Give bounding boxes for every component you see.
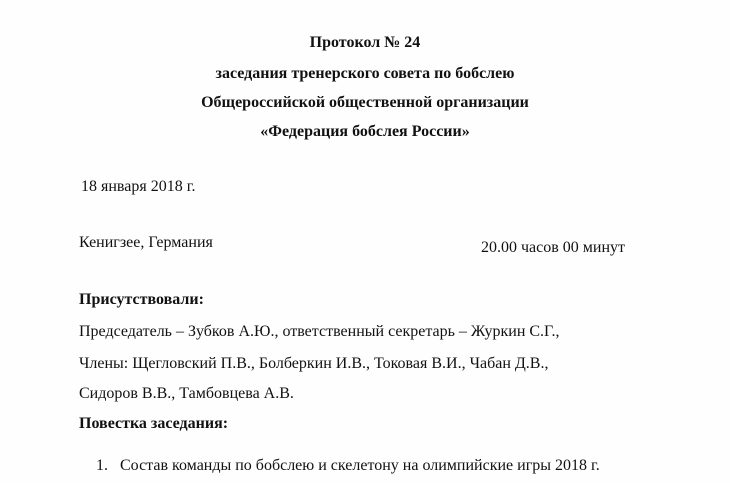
attendance-heading: Присутствовали: xyxy=(79,291,204,308)
document-subtitle-1: заседания тренерского совета по бобслею xyxy=(215,65,515,82)
document-title: Протокол № 24 xyxy=(309,34,421,51)
agenda-item-number: 1. xyxy=(96,457,108,474)
agenda-item-text: Состав команды по бобслею и скелетону на олимпийские игры 2018 г. xyxy=(120,457,600,474)
attendance-line-2: Члены: Щегловский П.В., Болберкин И.В., Токовая В.И., Чабан Д.В., xyxy=(79,355,549,372)
agenda-heading: Повестка заседания: xyxy=(79,415,229,432)
meeting-time: 20.00 часов 00 минут xyxy=(481,239,626,256)
attendance-line-3: Сидоров В.В., Тамбовцева А.В. xyxy=(79,385,294,402)
document-subtitle-3: «Федерация бобслея России» xyxy=(260,123,470,140)
meeting-place: Кенигзее, Германия xyxy=(79,234,213,251)
meeting-date: 18 января 2018 г. xyxy=(81,178,196,195)
attendance-line-1: Председатель – Зубков А.Ю., ответственный секретарь – Журкин С.Г., xyxy=(79,323,560,340)
document-subtitle-2: Общероссийской общественной организации xyxy=(201,94,529,111)
